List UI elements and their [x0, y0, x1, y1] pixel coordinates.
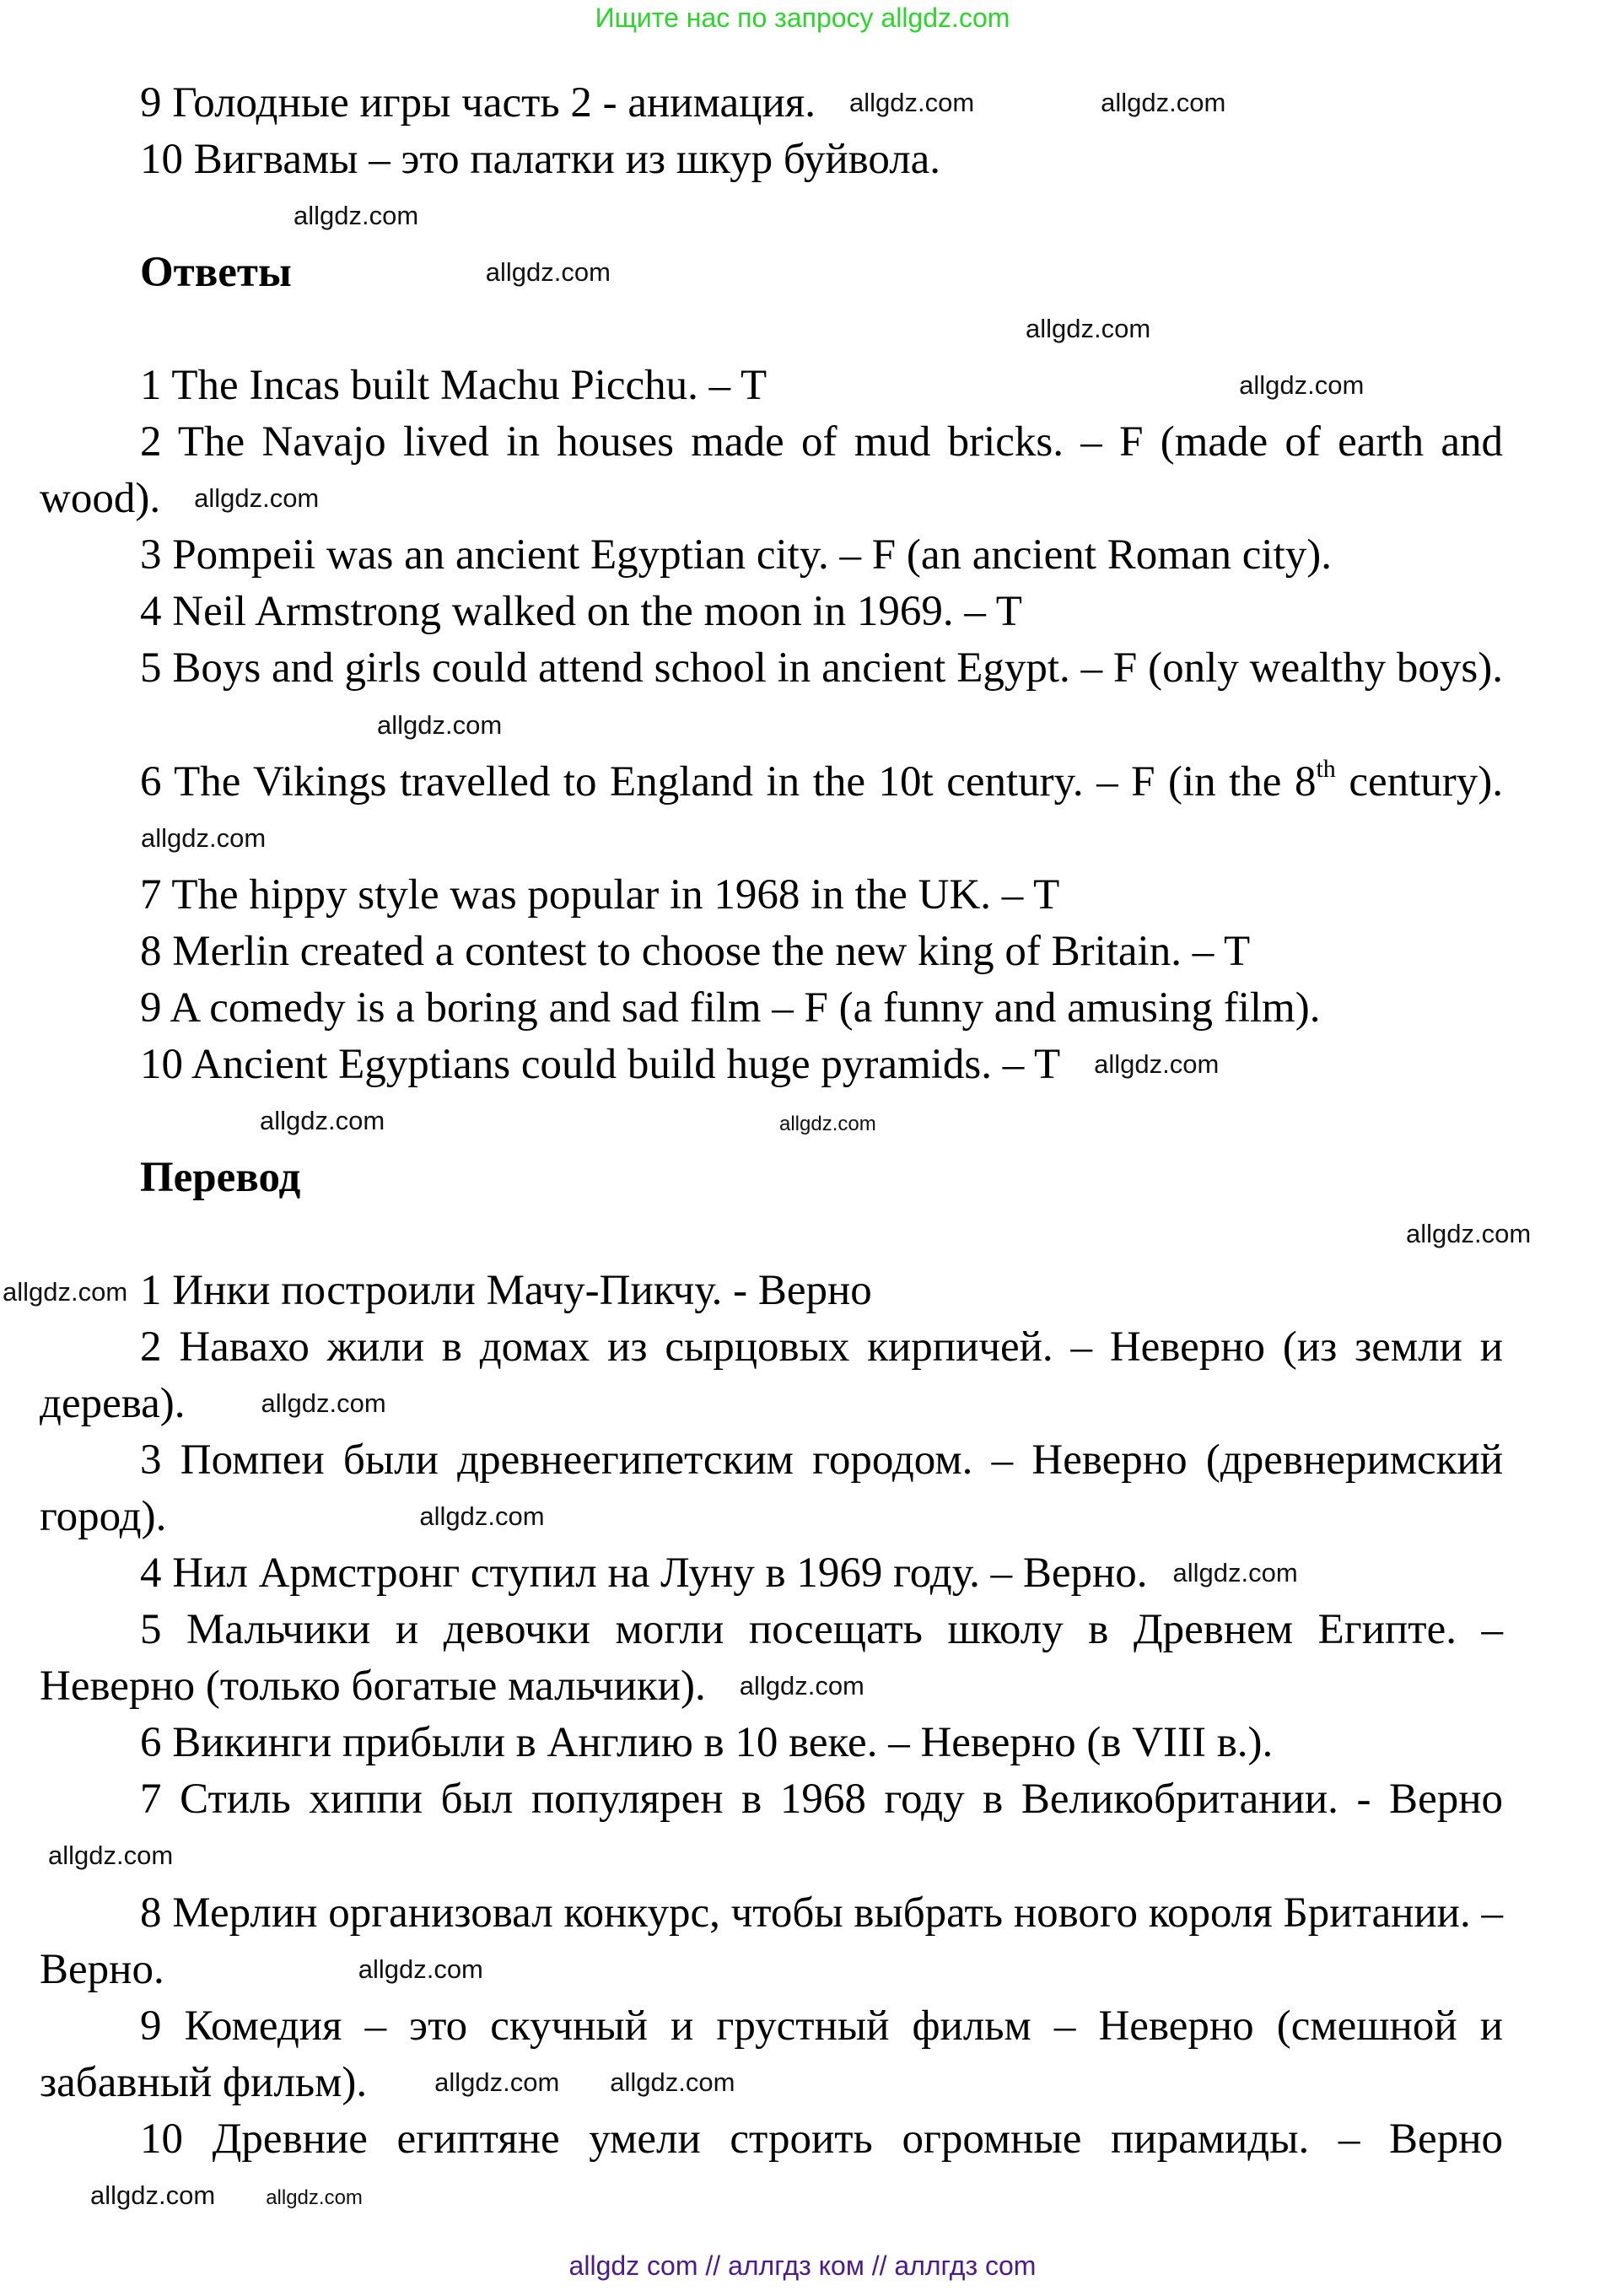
translation-item — [40, 1432, 1503, 1545]
watermark: allgdz.com — [358, 1954, 483, 1984]
watermark: allgdz.com — [1094, 1048, 1220, 1079]
translation-text: 2 Навахо жили в домах из сырцовых кирпичей. – Неверно (из земли и дерева). — [40, 1323, 1503, 1428]
superscript: th — [1316, 754, 1336, 783]
intro-text: 10 Вигвамы – это палатки из шкур буйвола. — [140, 136, 941, 184]
translation-text: 5 Мальчики и девочки могли посещать школу в Древнем Египте. – Неверно (только богатые мальчики). — [40, 1606, 1503, 1711]
intro-line — [40, 132, 1503, 188]
translation-text: 8 Мерлин организовал конкурс, чтобы выбрать нового короля Британии. – Верно. — [40, 1889, 1503, 1993]
translation-item — [40, 1319, 1503, 1432]
watermark: allgdz.com — [266, 2186, 363, 2209]
translation-text: 3 Помпеи были древнеегипетским городом. – Неверно (древнеримский город). — [40, 1436, 1503, 1541]
watermark: allgdz.com — [779, 1112, 876, 1135]
answer-text: 4 Neil Armstrong walked on the moon in 1969. – T — [140, 588, 1022, 636]
translation-item — [3, 1263, 1503, 1319]
answer-text-tail: century). — [1335, 757, 1503, 806]
watermark: allgdz.com — [848, 88, 975, 117]
answer-item — [40, 527, 1503, 584]
watermark: allgdz.com — [1101, 88, 1226, 117]
translation-item — [40, 1771, 1503, 1884]
answer-text: 9 A comedy is a boring and sad film – F (a funny and amusing film). — [140, 984, 1321, 1032]
intro-line — [40, 75, 1503, 132]
watermark: allgdz.com — [739, 1671, 864, 1701]
answer-item — [40, 414, 1503, 527]
watermark: allgdz.com — [294, 201, 419, 231]
watermark: allgdz.com — [260, 1105, 385, 1135]
translation-text: 4 Нил Армстронг ступил на Луну в 1969 году. – Верно. — [140, 1550, 1148, 1598]
answer-item — [40, 358, 1503, 414]
answer-text: 5 Boys and girls could attend school in ancient Egypt. – F (only wealthy boys). — [140, 644, 1503, 693]
answer-item — [40, 584, 1503, 640]
watermark: allgdz.com — [419, 1501, 545, 1532]
watermark: allgdz.com — [48, 1841, 174, 1871]
watermark: allgdz.com — [3, 1276, 128, 1307]
answer-text: 7 The hippy style was popular in 1968 in the UK. – T — [140, 870, 1060, 919]
watermark: allgdz.com — [434, 2067, 560, 2097]
translation-heading-line — [40, 1150, 1503, 1206]
watermark: allgdz.com — [485, 257, 611, 288]
translation-text: 9 Комедия – это скучный и грустный фильм – Неверно (смешной и забавный фильм). — [40, 2002, 1503, 2106]
answer-text: 3 Pompeii was an ancient Egyptian city. – F (an ancient Roman city). — [140, 531, 1333, 579]
answers-heading: Ответы — [140, 249, 292, 297]
intro-text: 9 Голодные игры часть 2 - анимация. — [140, 79, 816, 127]
watermark: allgdz.com — [90, 2180, 216, 2210]
answer-item — [40, 867, 1503, 924]
answer-text: 8 Merlin created a contest to choose the new king of Britain. – T — [140, 927, 1251, 975]
translation-item — [40, 1715, 1503, 1771]
answer-text: 10 Ancient Egyptians could build huge pyramids. – T — [140, 1040, 1061, 1088]
translation-text: 10 Древние египтяне умели строить огромные пирамиды. – Верно — [140, 2115, 1503, 2163]
watermark: allgdz.com — [141, 822, 267, 853]
answer-text: 6 The Vikings travelled to England in the 10t century. – F (in the 8 — [140, 757, 1317, 806]
translation-heading: Перевод — [140, 1153, 301, 1201]
watermark: allgdz.com — [194, 483, 320, 514]
translation-item — [40, 2111, 1503, 2224]
answer-text: 1 The Incas built Machu Picchu. – T — [140, 362, 767, 410]
watermark: allgdz.com — [610, 2067, 735, 2097]
translation-item — [40, 1998, 1503, 2111]
translation-item — [40, 1545, 1503, 1602]
answer-item — [40, 640, 1503, 753]
answer-item — [40, 1037, 1503, 1093]
watermark: allgdz.com — [377, 709, 503, 740]
answer-item — [40, 754, 1503, 867]
watermark: allgdz.com — [1026, 314, 1151, 344]
watermark: allgdz.com — [261, 1388, 386, 1419]
watermark: allgdz.com — [1172, 1558, 1298, 1588]
watermark: allgdz.com — [1406, 1218, 1532, 1248]
translation-text: 6 Викинги прибыли в Англию в 10 веке. – Неверно (в VIII в.). — [140, 1719, 1274, 1767]
answer-item — [40, 924, 1503, 980]
translation-text: 1 Инки построили Мачу-Пикчу. - Верно — [140, 1266, 872, 1314]
search-banner: Ищите нас по запросу allgdz.com — [595, 3, 1010, 33]
translation-item — [40, 1885, 1503, 1998]
watermark: allgdz.com — [1239, 370, 1365, 401]
answers-heading-line — [40, 245, 1503, 301]
footer-links: allgdz com // аллгдз ком // аллгдз com — [568, 2250, 1037, 2281]
answer-text: 2 The Navajo lived in houses made of mud bricks. – F (made of earth and wood). — [40, 418, 1503, 523]
translation-item — [40, 1602, 1503, 1715]
translation-text: 7 Стиль хиппи был популярен в 1968 году в Великобритании. - Верно — [140, 1776, 1503, 1824]
answer-item — [40, 980, 1503, 1037]
document-body — [3, 75, 1532, 2224]
